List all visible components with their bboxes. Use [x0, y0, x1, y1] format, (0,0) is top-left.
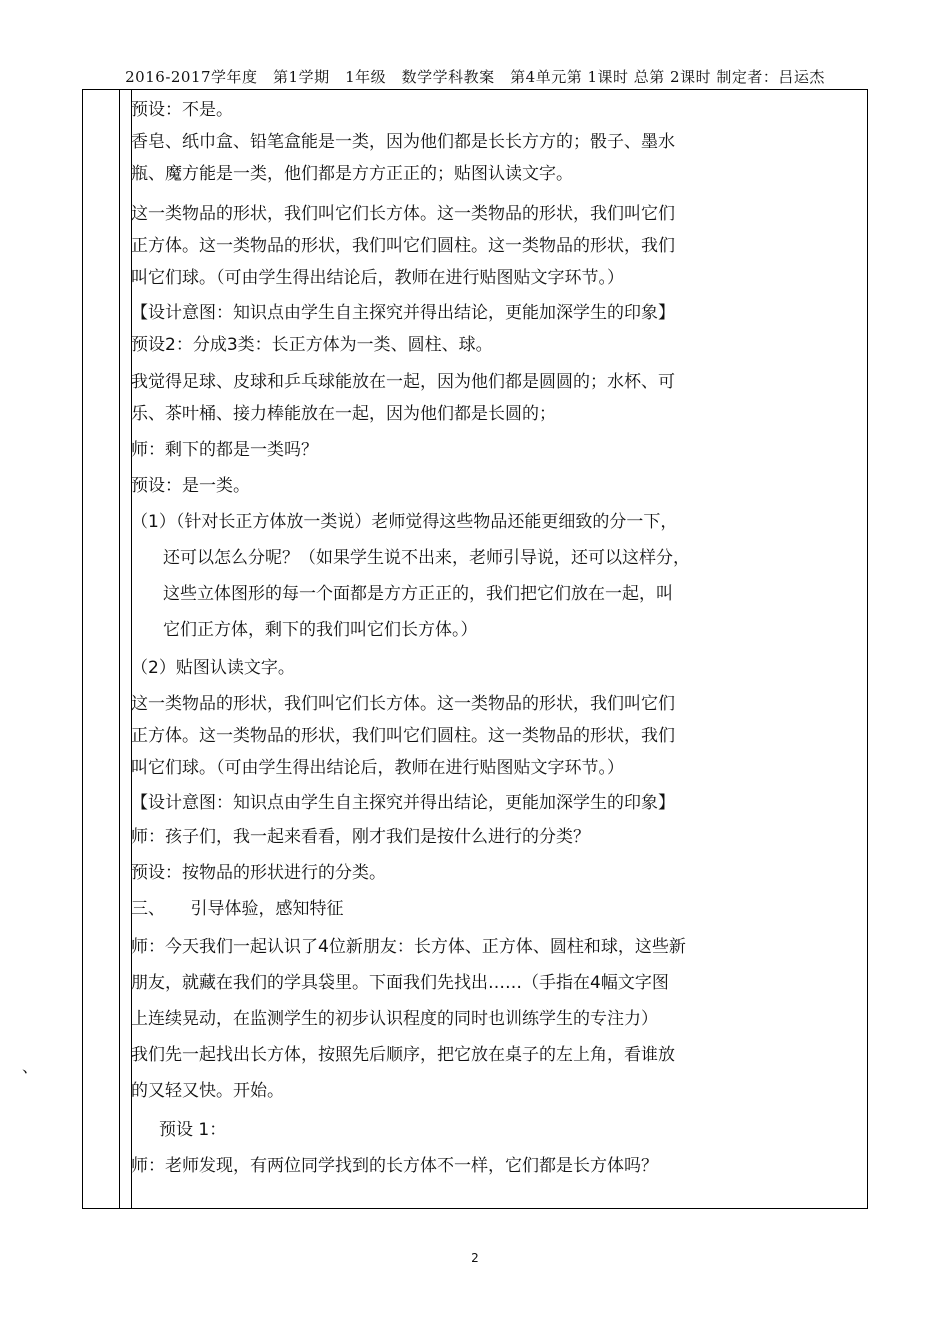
page-header: 2016-2017学年度 第1学期 1年级 数学学科教案 第4单元第 1课时 总第 2课时 制定者：吕运杰 [125, 68, 825, 86]
text-line: 预设：是一类。 [131, 476, 250, 496]
text-line: 师：孩子们，我一起来看看，刚才我们是按什么进行的分类？ [131, 827, 590, 847]
text-line: 的又轻又快。开始。 [131, 1081, 284, 1101]
text-line: 师：老师发现，有两位同学找到的长方体不一样，它们都是长方体吗？ [131, 1156, 658, 1176]
text-line: 这些立体图形的每一个面都是方方正正的，我们把它们放在一起，叫 [163, 584, 673, 604]
text-line: 预设2：分成3类：长正方体为一类、圆柱、球。 [131, 335, 493, 355]
text-line: 我们先一起找出长方体，按照先后顺序，把它放在桌子的左上角，看谁放 [131, 1045, 675, 1065]
text-line: 正方体。这一类物品的形状，我们叫它们圆柱。这一类物品的形状，我们 [131, 236, 675, 256]
design-intent-note: 【设计意图：知识点由学生自主探究并得出结论，更能加深学生的印象】 [131, 793, 675, 813]
text-line: 香皂、纸巾盒、铅笔盒能是一类，因为他们都是长长方方的；骰子、墨水 [131, 132, 675, 152]
text-line: 朋友，就藏在我们的学具袋里。下面我们先找出……（手指在4幅文字图 [131, 973, 669, 993]
text-line: 瓶、魔方能是一类，他们都是方方正正的；贴图认读文字。 [131, 164, 573, 184]
text-line: 师：今天我们一起认识了4位新朋友：长方体、正方体、圆柱和球，这些新 [131, 937, 686, 957]
text-line: 叫它们球。（可由学生得出结论后，教师在进行贴图贴文字环节。） [131, 758, 624, 778]
left-column-mark: 、 [22, 1057, 39, 1076]
text-line: 预设：不是。 [131, 100, 233, 120]
text-line: 这一类物品的形状，我们叫它们长方体。这一类物品的形状，我们叫它们 [131, 694, 675, 714]
text-line: （1）（针对长正方体放一类说）老师觉得这些物品还能更细致的分一下， [131, 512, 678, 532]
text-line: （2）贴图认读文字。 [131, 658, 295, 678]
text-line: 它们正方体，剩下的我们叫它们长方体。） [163, 620, 478, 640]
page-number: 2 [471, 1251, 479, 1265]
text-line: 正方体。这一类物品的形状，我们叫它们圆柱。这一类物品的形状，我们 [131, 726, 675, 746]
text-line: 叫它们球。（可由学生得出结论后，教师在进行贴图贴文字环节。） [131, 268, 624, 288]
table-column-1 [83, 89, 120, 1208]
text-line: 还可以怎么分呢？（如果学生说不出来，老师引导说，还可以这样分， [163, 548, 690, 568]
text-line: 乐、茶叶桶、接力棒能放在一起，因为他们都是长圆的； [131, 404, 556, 424]
text-line: 预设 1： [159, 1120, 227, 1140]
text-line: 这一类物品的形状，我们叫它们长方体。这一类物品的形状，我们叫它们 [131, 204, 675, 224]
text-line: 预设：按物品的形状进行的分类。 [131, 863, 386, 883]
text-line: 我觉得足球、皮球和乒乓球能放在一起，因为他们都是圆圆的；水杯、可 [131, 372, 675, 392]
design-intent-note: 【设计意图：知识点由学生自主探究并得出结论，更能加深学生的印象】 [131, 303, 675, 323]
text-line: 上连续晃动，在监测学生的初步认识程度的同时也训练学生的专注力） [131, 1009, 658, 1029]
text-line: 师：剩下的都是一类吗？ [131, 440, 318, 460]
section-heading: 三、 引导体验，感知特征 [131, 899, 344, 919]
